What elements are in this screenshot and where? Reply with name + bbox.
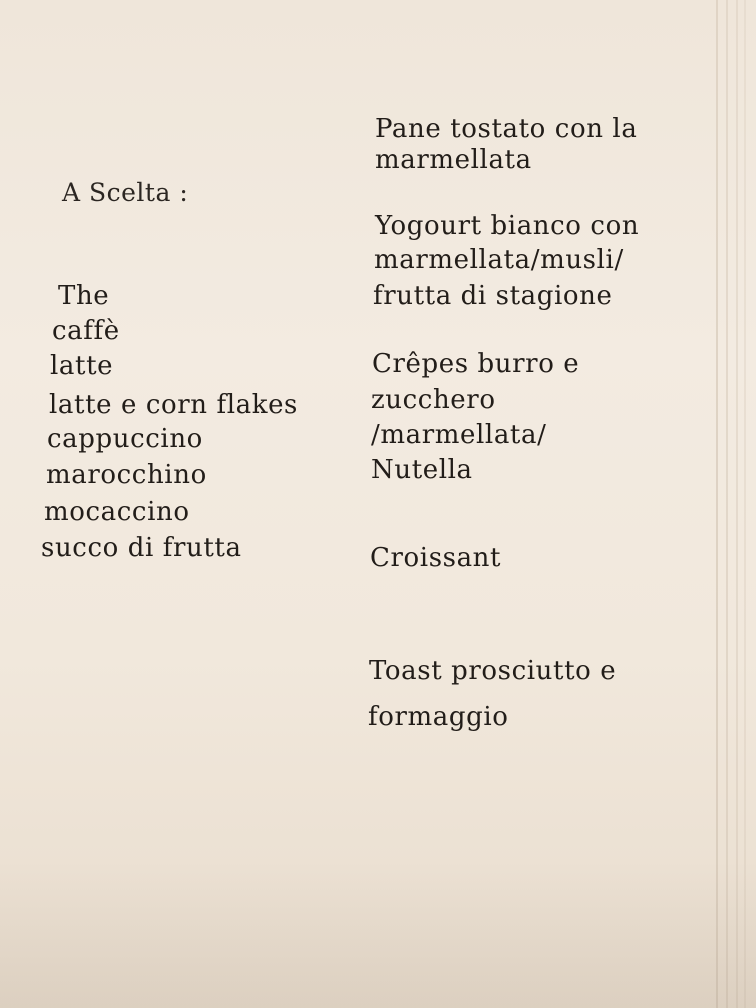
food-item-line: formaggio — [368, 702, 509, 732]
page-edge — [736, 0, 738, 1008]
drink-item: latte e corn flakes — [49, 390, 298, 420]
page-edge — [716, 0, 718, 1008]
food-item-line: Croissant — [370, 543, 502, 573]
drink-item: caffè — [52, 316, 120, 346]
drinks-list — [0, 0, 340, 600]
food-item-line: marmellata/musli/ — [374, 245, 624, 275]
food-item-line: Pane tostato con la — [375, 114, 638, 144]
section-heading: A Scelta : — [62, 178, 189, 207]
drink-item: mocaccino — [44, 497, 190, 527]
drink-item: marocchino — [46, 460, 207, 490]
drink-item: cappuccino — [47, 424, 203, 454]
drink-item: latte — [50, 351, 114, 381]
food-item-line: zucchero — [371, 385, 496, 415]
page-edge — [744, 0, 746, 1008]
food-item-line: Toast prosciutto e — [369, 656, 617, 686]
drink-item: succo di frutta — [41, 533, 242, 563]
food-item-line: marmellata — [375, 145, 532, 175]
food-item-line: Crêpes burro e — [372, 349, 580, 379]
food-item-line: Yogourt bianco con — [375, 211, 640, 241]
food-item-line: frutta di stagione — [373, 281, 613, 311]
food-item-line: Nutella — [371, 455, 473, 485]
drink-item: The — [58, 281, 110, 311]
food-item-line: /marmellata/ — [371, 420, 547, 450]
paper-shadow — [0, 860, 756, 1008]
page-edge — [726, 0, 728, 1008]
